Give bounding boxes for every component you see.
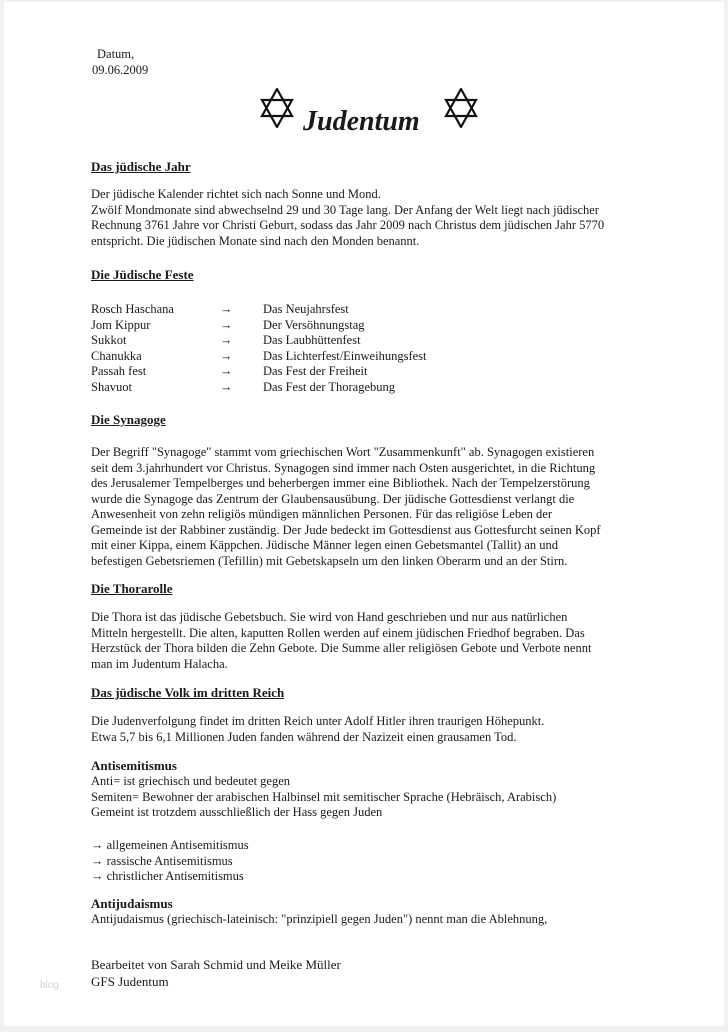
watermark: blog — [40, 980, 59, 991]
text-line: befestigen Gebetsriemen (Tefillin) mit Gebetskapseln um den linken Oberarm und an der Stirn. — [91, 553, 568, 568]
signature-block — [91, 956, 341, 990]
arrow-right-icon: → — [220, 379, 233, 394]
fest-description: Das Fest der Freiheit — [263, 364, 368, 378]
text-line: wurde die Synagoge das Zentrum der Glaubensausübung. Der jüdische Gottesdienst verlangt die — [91, 491, 575, 506]
text-line: Zwölf Mondmonate sind abwechselnd 29 und 30 Tage lang. Der Anfang der Welt liegt nach jüdischer — [91, 202, 599, 217]
document-page — [4, 2, 724, 1026]
text-line: Etwa 5,7 bis 6,1 Millionen Juden fanden während der Nazizeit einen grausamen Tod. — [91, 729, 517, 744]
star-of-david-icon — [260, 88, 294, 128]
course-line: GFS Judentum — [91, 974, 169, 989]
heading-volk: Das jüdische Volk im dritten Reich — [91, 685, 285, 700]
text-line: Die Judenverfolgung findet im dritten Reich unter Adolf Hitler ihren traurigen Höhepunkt. — [91, 714, 545, 728]
fest-description: Das Neujahrsfest — [263, 302, 349, 316]
paragraph-volk — [91, 714, 671, 745]
text-line: Rechnung 3761 Jahre vor Christi Geburt, sodass das Jahr 2009 nach Christus dem jüdischen Jahr 5770 — [91, 218, 605, 232]
text-line: mit einer Kippa, einem Käppchen. Jüdische Männer legen einen Gebetsmantel (Tallit) an und — [91, 538, 559, 552]
date-block — [92, 47, 148, 78]
list-item: → christlicher Antisemitismus — [91, 869, 244, 883]
arrow-right-icon: → — [220, 317, 233, 332]
date-label: Datum, — [97, 47, 135, 61]
fest-description: Das Lichterfest/Einweihungsfest — [263, 348, 427, 363]
heading-synagoge: Die Synagoge — [91, 412, 166, 427]
heading-thorarolle: Die Thorarolle — [91, 581, 173, 596]
text-line: Anti= ist griechisch und bedeutet gegen — [91, 774, 291, 788]
date-value: 09.06.2009 — [92, 62, 149, 77]
paragraph-antisemitismus — [91, 774, 671, 821]
text-line: Antijudaismus (griechisch-lateinisch: "prinzipiell gegen Juden") nennt man die Ablehnung, — [91, 912, 548, 926]
fest-name: Chanukka — [91, 348, 142, 363]
fest-name: Jom Kippur — [91, 317, 151, 332]
page-title: Judentum — [303, 106, 420, 137]
authors-line: Bearbeitet von Sarah Schmid und Meike Müller — [91, 957, 341, 972]
text-line: seit dem 3.jahrhundert vor Christus. Synagogen sind immer nach Osten ausgerichtet, in die Richtung — [91, 460, 596, 475]
fest-description: Der Versöhnungstag — [263, 317, 365, 332]
arrow-right-icon: → — [220, 333, 233, 347]
arrow-right-icon: → — [220, 302, 233, 316]
paragraph-antijudaismus — [91, 912, 671, 928]
heading-antisemitismus: Antisemitismus — [91, 758, 177, 773]
text-line: Mitteln hergestellt. Die alten, kaputten Rollen werden auf einem jüdischen Friedhof begraben. Das — [91, 625, 585, 640]
fest-name: Passah fest — [91, 364, 147, 378]
heading-antijudaismus: Antijudaismus — [91, 896, 173, 911]
list-item: → rassische Antisemitismus — [91, 853, 233, 868]
text-line: Gemeint ist trotzdem ausschließlich der Hass gegen Juden — [91, 805, 383, 819]
fest-description: Das Laubhüttenfest — [263, 333, 361, 347]
fest-description: Das Fest der Thoragebung — [263, 379, 396, 394]
antisemitismus-types — [91, 838, 249, 885]
text-line: Der Begriff "Synagoge" stammt vom griechischen Wort "Zusammenkunft" ab. Synagogen existieren — [91, 445, 595, 459]
arrow-right-icon: → — [220, 364, 233, 378]
text-line: Herzstück der Thora bilden die Zehn Gebote. Die Summe aller religiösen Gebote und Verbote nennt — [91, 641, 592, 655]
text-line: entspricht. Die jüdischen Monate sind nach den Monden benannt. — [91, 233, 420, 248]
text-line: man im Judentum Halacha. — [91, 656, 228, 671]
fest-name: Shavuot — [91, 379, 132, 394]
star-of-david-icon — [444, 88, 478, 128]
text-line: Semiten= Bewohner der arabischen Halbinsel mit semitischer Sprache (Hebräisch, Arabisch) — [91, 789, 557, 804]
fest-name: Rosch Haschana — [91, 302, 174, 316]
paragraph-synagoge — [91, 445, 671, 569]
list-item: → allgemeinen Antisemitismus — [91, 838, 249, 852]
text-line: Die Thora ist das jüdische Gebetsbuch. Sie wird von Hand geschrieben und nur aus natürlichen — [91, 610, 568, 624]
text-line: Anwesenheit von zehn religiös mündigen männlichen Personen. Für das religiöse Leben der — [91, 507, 552, 521]
heading-feste: Die Jüdische Feste — [91, 267, 194, 282]
text-line: Gemeinde ist der Rabbiner zuständig. Der Jude bedeckt im Gottesdienst aus Gottesfurcht seinen Kopf — [91, 522, 601, 537]
title-row — [260, 88, 500, 138]
fest-name: Sukkot — [91, 333, 127, 347]
text-line: des Jerusalemer Tempelberges und beherbergen immer eine Bibliothek. Nach der Tempelzerstörung — [91, 476, 590, 490]
text-line: Der jüdische Kalender richtet sich nach Sonne und Mond. — [91, 187, 381, 201]
paragraph-jahr — [91, 187, 671, 249]
paragraph-thorarolle — [91, 610, 671, 672]
heading-jahr: Das jüdische Jahr — [91, 159, 191, 174]
arrow-right-icon: → — [220, 348, 233, 363]
